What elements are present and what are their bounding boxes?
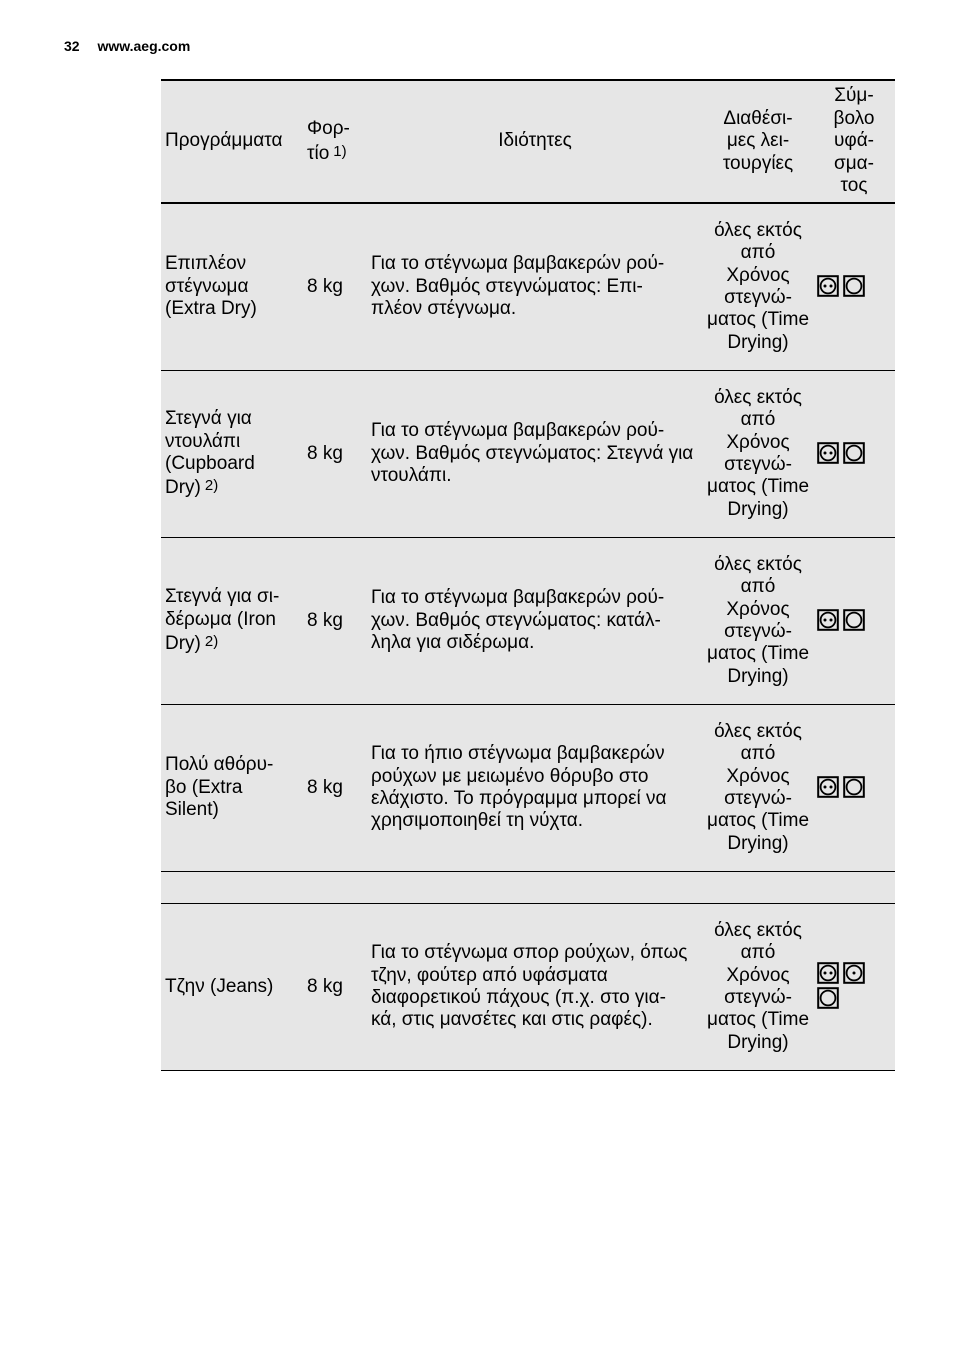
functions-text: όλες εκτός από Χρόνος στεγνώ- ματος (Time Drying)	[707, 219, 810, 353]
program-cell	[161, 538, 303, 705]
load-cell: 8 kg	[303, 203, 367, 371]
tumble-dry-icon	[843, 609, 865, 631]
program-cell: Τζην (Jeans)	[161, 904, 303, 1071]
empty-cell	[303, 872, 367, 904]
symbol-group	[817, 962, 877, 1012]
program-name: Πολύ αθόρυ- βο (Extra Silent)	[165, 754, 274, 821]
functions-text: όλες εκτός από Χρόνος στεγνώ- ματος (Time Drying)	[707, 720, 810, 854]
header-fabric-symbol	[813, 80, 895, 203]
properties-cell	[367, 538, 703, 705]
header-load-text: Φορ- τίο	[307, 118, 350, 164]
website-link[interactable]: www.aeg.com	[97, 38, 191, 54]
program-footnote: 2)	[204, 633, 219, 651]
load-cell: 8 kg	[303, 904, 367, 1071]
empty-cell	[703, 872, 813, 904]
properties-cell: Για το στέγνωμα σπορ ρούχων, όπως τζην, φούτερ από υφάσματα διαφορετικού πάχους (π.χ. στο για- κά, στις μανσέτες και στις ραφές).	[367, 904, 703, 1071]
header-load	[303, 80, 367, 203]
programs-table	[161, 79, 895, 1071]
properties-cell	[367, 705, 703, 872]
program-cell	[161, 203, 303, 371]
tumble-dry-low-icon	[817, 442, 839, 464]
header-functions	[703, 80, 813, 203]
symbol-cell	[813, 203, 895, 371]
tumble-dry-low-icon	[817, 962, 839, 984]
tumble-dry-low-icon	[817, 776, 839, 798]
load-cell: 8 kg	[303, 705, 367, 872]
symbol-group	[817, 275, 877, 300]
symbol-group	[817, 609, 877, 634]
symbol-group	[817, 776, 877, 801]
load-cell: 8 kg	[303, 538, 367, 705]
properties-cell	[367, 371, 703, 538]
table-row	[161, 371, 895, 538]
functions-cell	[703, 538, 813, 705]
functions-text: όλες εκτός από Χρόνος στεγνώ- ματος (Time Drying)	[707, 386, 810, 520]
page-number: 32	[64, 38, 80, 54]
functions-cell	[703, 203, 813, 371]
functions-cell	[703, 371, 813, 538]
empty-cell	[161, 872, 303, 904]
table-header-row	[161, 80, 895, 203]
tumble-dry-low-icon	[817, 275, 839, 297]
tumble-dry-single-dot-icon	[843, 962, 865, 984]
functions-cell	[703, 904, 813, 1071]
properties-text: Για το στέγνωμα βαμβακερών ρού- χων. Βαθμός στεγνώματος: Στεγνά για ντουλάπι.	[371, 420, 694, 487]
program-cell	[161, 705, 303, 872]
page-header	[64, 38, 190, 54]
functions-text: όλες εκτός από Χρόνος στεγνώ- ματος (Time Drying)	[707, 553, 810, 687]
tumble-dry-low-icon	[817, 609, 839, 631]
tumble-dry-icon	[817, 987, 839, 1009]
empty-row	[161, 872, 895, 904]
symbol-cell	[813, 538, 895, 705]
properties-text: Για το στέγνωμα βαμβακερών ρού- χων. Βαθμός στεγνώματος: Επι- πλέον στέγνωμα.	[371, 253, 665, 320]
empty-cell	[813, 872, 895, 904]
program-name: Στεγνά για σι- δέρωμα (Iron Dry)	[165, 586, 280, 655]
program-name: Επιπλέον στέγνωμα (Extra Dry)	[165, 253, 257, 320]
tumble-dry-icon	[843, 442, 865, 464]
load-cell: 8 kg	[303, 371, 367, 538]
header-fabric-symbol-text: Σύμ- βολο υφά- σμα- τος	[833, 85, 875, 197]
header-properties: Ιδιότητες	[367, 80, 703, 203]
tumble-dry-icon	[843, 275, 865, 297]
header-functions-text: Διαθέσι- μες λει- τουργίες	[722, 107, 794, 174]
table-row	[161, 705, 895, 872]
symbol-cell	[813, 904, 895, 1071]
header-load-footnote: 1)	[333, 142, 347, 160]
functions-text: όλες εκτός από Χρόνος στεγνώ- ματος (Time Drying)	[707, 919, 810, 1053]
symbol-group	[817, 442, 877, 467]
program-cell	[161, 371, 303, 538]
header-programs: Προγράμματα	[161, 80, 303, 203]
program-name: Στεγνά για ντουλάπι (Cupboard Dry)	[165, 408, 255, 499]
table-row	[161, 203, 895, 371]
tumble-dry-icon	[843, 776, 865, 798]
symbol-cell	[813, 705, 895, 872]
properties-text: Για το στέγνωμα βαμβακερών ρού- χων. Βαθμός στεγνώματος: κατάλ- ληλα για σιδέρωμα.	[371, 587, 665, 654]
empty-cell	[367, 872, 703, 904]
symbol-cell	[813, 371, 895, 538]
program-footnote: 2)	[204, 477, 219, 495]
properties-cell	[367, 203, 703, 371]
table-row	[161, 538, 895, 705]
properties-text: Για το ήπιο στέγνωμα βαμβακερών ρούχων με μειωμένο θόρυβο στο ελάχιστο. Το πρόγραμμα μπορεί να χρησιμοποιηθεί τη νύχτα.	[371, 743, 667, 832]
functions-cell	[703, 705, 813, 872]
table-row-jeans	[161, 904, 895, 1071]
